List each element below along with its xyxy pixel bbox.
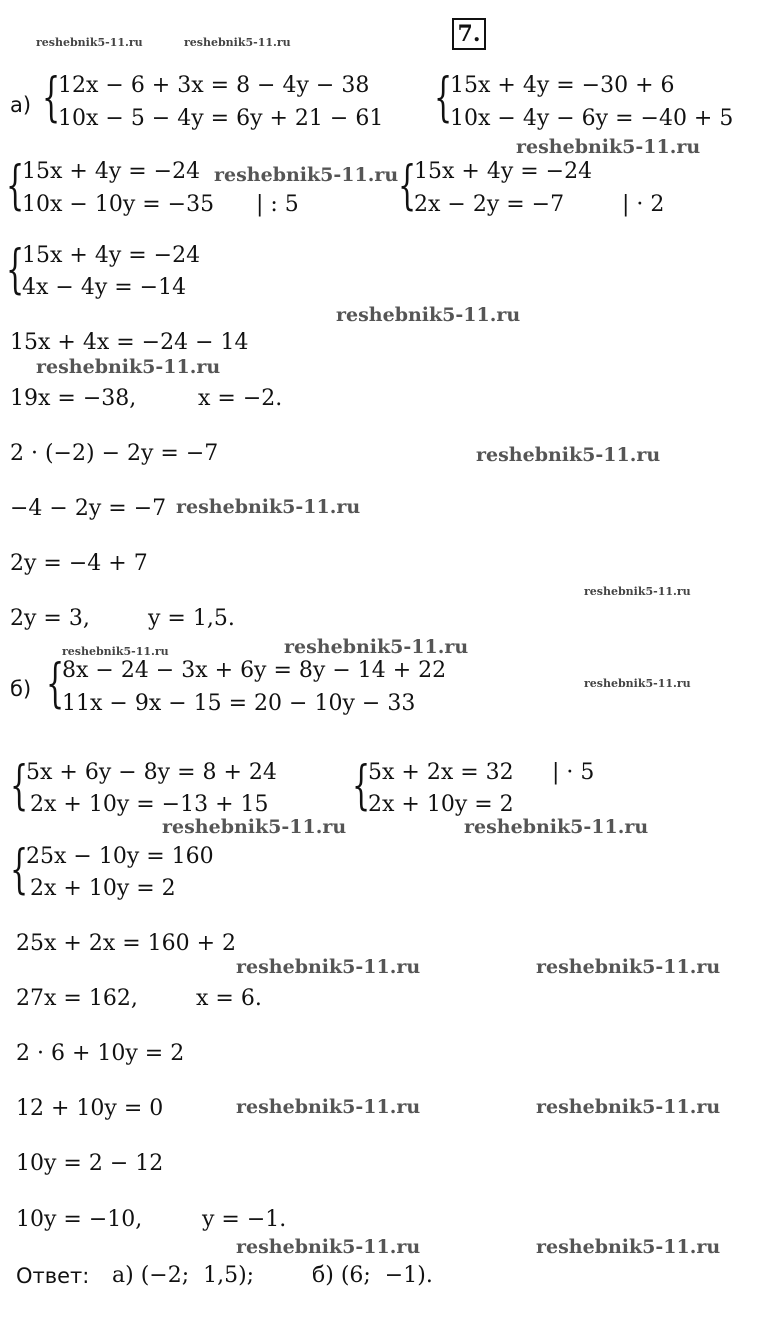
system-brace: { <box>10 756 29 816</box>
watermark: reshebnik5-11.ru <box>536 1236 721 1258</box>
watermark: reshebnik5-11.ru <box>536 956 721 978</box>
equation: x = −2. <box>198 386 283 411</box>
system-brace: { <box>6 156 25 216</box>
equation: 2 · 6 + 10y = 2 <box>16 1041 185 1066</box>
problem-number: 7. <box>452 18 486 50</box>
watermark: reshebnik5-11.ru <box>62 645 169 658</box>
equation: 2x + 10y = 2 <box>30 876 176 901</box>
watermark: reshebnik5-11.ru <box>36 356 221 378</box>
watermark: reshebnik5-11.ru <box>236 1236 421 1258</box>
equation: 2x − 2y = −7 <box>414 192 565 217</box>
system-brace: { <box>10 840 29 900</box>
equation: 15x + 4y = −24 <box>22 159 201 184</box>
watermark: reshebnik5-11.ru <box>214 164 399 186</box>
answer-a: а) (−2; 1,5); <box>112 1263 255 1288</box>
equation: 10y = −10, <box>16 1207 143 1232</box>
equation: y = 1,5. <box>148 606 235 631</box>
watermark: reshebnik5-11.ru <box>284 636 469 658</box>
equation: 11x − 9x − 15 = 20 − 10y − 33 <box>62 691 416 716</box>
equation: 2 · (−2) − 2y = −7 <box>10 441 219 466</box>
watermark: reshebnik5-11.ru <box>476 444 661 466</box>
watermark: reshebnik5-11.ru <box>464 816 649 838</box>
multiplier-note: | · 5 <box>552 760 595 785</box>
multiplier-note: | : 5 <box>256 192 299 217</box>
equation: 15x + 4y = −24 <box>22 243 201 268</box>
watermark: reshebnik5-11.ru <box>176 496 361 518</box>
watermark: reshebnik5-11.ru <box>236 1096 421 1118</box>
watermark: reshebnik5-11.ru <box>584 585 691 598</box>
equation: 10x − 10y = −35 <box>22 192 215 217</box>
equation: 15x + 4x = −24 − 14 <box>10 330 249 355</box>
watermark: reshebnik5-11.ru <box>584 677 691 690</box>
equation: 10y = 2 − 12 <box>16 1151 164 1176</box>
watermark: reshebnik5-11.ru <box>184 36 291 49</box>
equation: 12 + 10y = 0 <box>16 1096 164 1121</box>
equation: 5x + 6y − 8y = 8 + 24 <box>26 760 277 785</box>
system-brace: { <box>46 654 65 714</box>
watermark: reshebnik5-11.ru <box>516 136 701 158</box>
equation: x = 6. <box>196 986 262 1011</box>
equation: 27x = 162, <box>16 986 138 1011</box>
equation: 19x = −38, <box>10 386 137 411</box>
equation: 15x + 4y = −24 <box>414 159 593 184</box>
system-brace: { <box>398 156 417 216</box>
equation: 12x − 6 + 3x = 8 − 4y − 38 <box>58 73 370 98</box>
equation: 15x + 4y = −30 + 6 <box>450 73 675 98</box>
equation: 25x − 10y = 160 <box>26 844 214 869</box>
answer-label: Ответ: <box>16 1264 90 1288</box>
answer-b: б) (6; −1). <box>312 1263 433 1288</box>
equation: 2y = 3, <box>10 606 90 631</box>
equation: 2x + 10y = −13 + 15 <box>30 792 269 817</box>
system-brace: { <box>434 68 453 128</box>
part-a-label: а) <box>10 93 32 117</box>
part-b-label: б) <box>10 677 32 701</box>
equation: y = −1. <box>202 1207 287 1232</box>
watermark: reshebnik5-11.ru <box>536 1096 721 1118</box>
equation: 8x − 24 − 3x + 6y = 8y − 14 + 22 <box>62 658 447 683</box>
watermark: reshebnik5-11.ru <box>162 816 347 838</box>
equation: 2x + 10y = 2 <box>368 792 514 817</box>
equation: 2y = −4 + 7 <box>10 551 148 576</box>
system-brace: { <box>42 68 61 128</box>
equation: −4 − 2y = −7 <box>10 496 167 521</box>
multiplier-note: | · 2 <box>622 192 665 217</box>
equation: 5x + 2x = 32 <box>368 760 514 785</box>
equation: 10x − 4y − 6y = −40 + 5 <box>450 106 734 131</box>
system-brace: { <box>352 756 371 816</box>
watermark: reshebnik5-11.ru <box>336 304 521 326</box>
equation: 25x + 2x = 160 + 2 <box>16 931 237 956</box>
equation: 4x − 4y = −14 <box>22 275 187 300</box>
equation: 10x − 5 − 4y = 6y + 21 − 61 <box>58 106 384 131</box>
system-brace: { <box>6 240 25 300</box>
watermark: reshebnik5-11.ru <box>36 36 143 49</box>
watermark: reshebnik5-11.ru <box>236 956 421 978</box>
